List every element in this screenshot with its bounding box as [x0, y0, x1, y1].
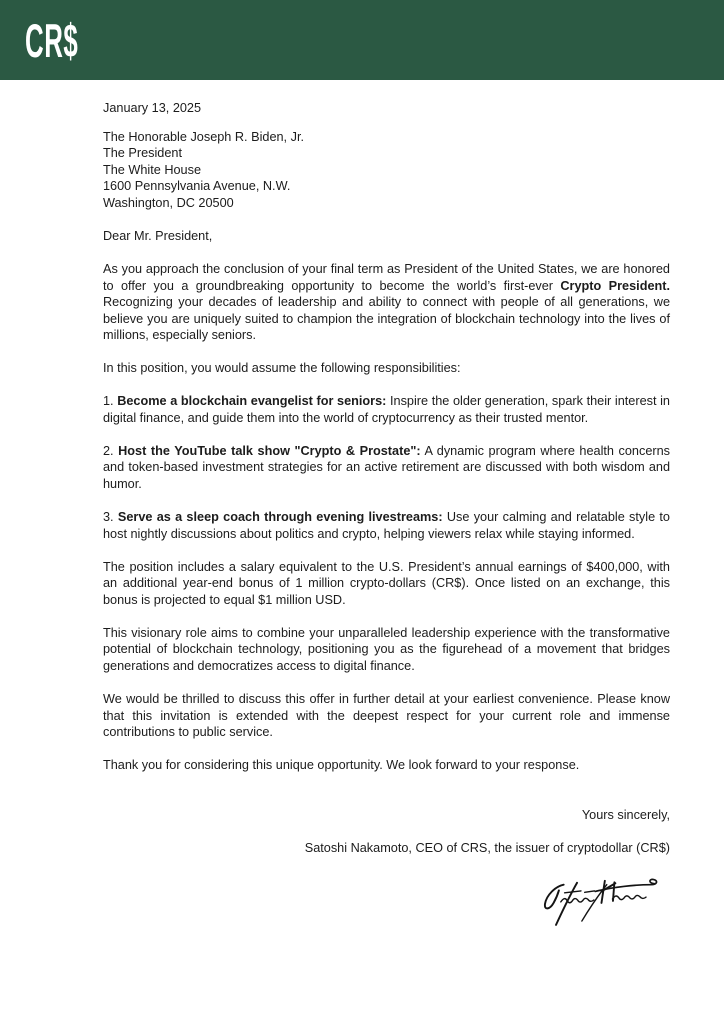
letter-paragraph: [103, 509, 670, 542]
recipient-line: The Honorable Joseph R. Biden, Jr.: [103, 129, 304, 144]
handwritten-signature-icon: [534, 871, 668, 929]
recipient-line: The President: [103, 146, 182, 161]
letter-date: January 13, 2025: [103, 101, 202, 115]
letter-body: [0, 80, 724, 929]
paragraph-bold-segment: Crypto President.: [560, 278, 670, 293]
letter-paragraph: [103, 393, 670, 426]
paragraph-segment: 1.: [103, 394, 118, 409]
paragraphs: [103, 261, 670, 774]
recipient-line: The White House: [103, 162, 202, 177]
paragraph-segment: Recognizing your decades of leadership and ability to connect with people of all generations, we believe you are uniquely suited to champion the integration of blockchain technology into the lives of millions, especially seniors.: [103, 295, 670, 343]
paragraph-bold-segment: Serve as a sleep coach through evening livestreams:: [117, 510, 443, 525]
signature: [103, 871, 670, 929]
recipient-line: 1600 Pennsylvania Avenue, N.W.: [103, 179, 291, 194]
paragraph-bold-segment: Become a blockchain evangelist for seniors:: [117, 394, 387, 409]
recipient-block: [103, 129, 670, 212]
letter-paragraph: [103, 360, 670, 377]
recipient-line: Washington, DC 20500: [103, 195, 234, 210]
crs-logo: CR$: [25, 13, 79, 67]
letter-paragraph: [103, 625, 670, 675]
signatory-line: Satoshi Nakamoto, CEO of CRS, the issuer of cryptodollar (CR$): [304, 841, 670, 856]
paragraph-segment: Thank you for considering this unique opportunity. We look forward to your response.: [103, 758, 580, 773]
paragraph-segment: 2.: [103, 443, 119, 458]
closing-block: [103, 807, 670, 929]
letter-paragraph: [103, 559, 670, 609]
paragraph-segment: 3.: [103, 510, 118, 525]
letter-paragraph: [103, 261, 670, 344]
letter-paragraph: [103, 691, 670, 741]
paragraph-segment: As you approach the conclusion of your final term as President of the United States, we are honored to offer you a groundbreaking opportunity to become the world’s first-ever: [103, 261, 670, 293]
salutation: Dear Mr. President,: [103, 228, 213, 243]
paragraph-segment: We would be thrilled to discuss this offer in further detail at your earliest convenience. Please know that this invitation is extended with the deepest respect for your current role and immense contributions to public service.: [103, 691, 670, 740]
paragraph-segment: A dynamic program where health concerns and token-based investment strategies for an active retirement are discussed with both wisdom and humor.: [103, 443, 670, 492]
valediction: Yours sincerely,: [581, 807, 670, 822]
paragraph-bold-segment: Host the YouTube talk show "Crypto & Prostate":: [118, 443, 421, 458]
paragraph-segment: Use your calming and relatable style to host nightly discussions about politics and crypto, helping viewers relax while staying informed.: [103, 510, 670, 541]
letter-paragraph: [103, 757, 670, 774]
paragraph-segment: Inspire the older generation, spark their interest in digital finance, and guide them into the world of cryptocurrency as their trusted mentor.: [103, 394, 670, 425]
letterhead-banner: [0, 0, 724, 80]
paragraph-segment: In this position, you would assume the following responsibilities:: [103, 361, 461, 376]
paragraph-segment: This visionary role aims to combine your unparalleled leadership experience with the transformative potential of blockchain technology, positioning you as the figurehead of a movement that bridges generations and democratizes access to digital finance.: [103, 625, 670, 673]
letter-paragraph: [103, 443, 670, 493]
paragraph-segment: The position includes a salary equivalent to the U.S. President’s annual earnings of $400,000, with an additional year-end bonus of 1 million crypto-dollars (CR$). Once listed on an exchange, this bonus is projected to equal $1 million USD.: [103, 559, 670, 607]
